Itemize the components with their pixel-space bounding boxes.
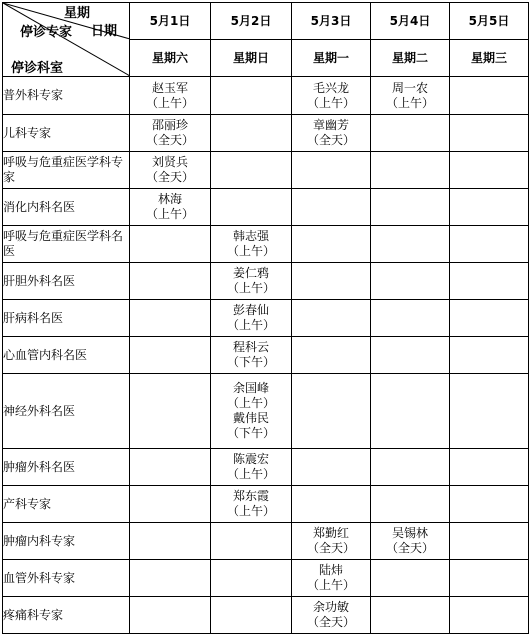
table-row — [3, 374, 529, 449]
date-header: 5月4日 — [371, 3, 450, 40]
schedule-cell — [292, 115, 371, 152]
dept-cell: 呼吸与危重症医学科名医 — [3, 226, 130, 263]
schedule-cell — [130, 523, 211, 560]
table-row — [3, 560, 529, 597]
schedule-cell — [371, 189, 450, 226]
schedule-cell — [371, 597, 450, 634]
schedule-cell — [292, 597, 371, 634]
session-time: （上午） — [226, 396, 275, 410]
schedule-cell — [130, 300, 211, 337]
doctor-name: 陆炜 — [318, 563, 343, 577]
doctor-name: 程科云 — [232, 340, 269, 354]
schedule-cell — [292, 77, 371, 115]
schedule-cell — [130, 374, 211, 449]
doctor-name: 陈震宏 — [232, 452, 269, 466]
schedule-cell — [292, 189, 371, 226]
session-time: （全天） — [306, 541, 355, 555]
doctor-name: 郑东霞 — [232, 489, 269, 503]
dept-cell: 肝病科名医 — [3, 300, 130, 337]
doctor-name: 韩志强 — [232, 229, 269, 243]
schedule-cell — [130, 77, 211, 115]
schedule-cell — [450, 597, 529, 634]
doctor-name: 赵玉军 — [151, 80, 188, 95]
dept-cell: 神经外科名医 — [3, 374, 130, 449]
schedule-cell — [211, 560, 292, 597]
table-row — [3, 337, 529, 374]
schedule-cell — [371, 77, 450, 115]
table-row — [3, 449, 529, 486]
schedule-cell — [292, 300, 371, 337]
schedule-cell — [292, 337, 371, 374]
schedule-cell — [371, 152, 450, 189]
schedule-cell — [292, 263, 371, 300]
schedule-cell — [211, 449, 292, 486]
date-header: 5月2日 — [211, 3, 292, 40]
doctor-name: 彭春仙 — [232, 303, 269, 317]
table-row — [3, 77, 529, 115]
session-time: （上午） — [226, 318, 275, 332]
schedule-cell — [450, 115, 529, 152]
weekday-header: 星期一 — [292, 40, 371, 77]
schedule-cell — [130, 560, 211, 597]
schedule-cell — [130, 189, 211, 226]
schedule-cell — [130, 263, 211, 300]
table-row — [3, 189, 529, 226]
session-time: （上午） — [145, 207, 194, 221]
session-time: （上午） — [226, 504, 275, 518]
table-row — [3, 597, 529, 634]
session-time: （全天） — [145, 133, 194, 147]
dept-cell: 血管外科专家 — [3, 560, 130, 597]
table-row — [3, 152, 529, 189]
doctor-name: 吴锡林 — [391, 526, 428, 540]
schedule-cell — [211, 374, 292, 449]
weekday-header: 星期三 — [450, 40, 529, 77]
schedule-cell — [130, 486, 211, 523]
schedule-cell — [450, 560, 529, 597]
table-row — [3, 115, 529, 152]
doctor-name: 毛兴龙 — [312, 80, 349, 95]
schedule-cell — [130, 597, 211, 634]
schedule-cell — [292, 449, 371, 486]
session-time: （全天） — [306, 133, 355, 147]
schedule-cell — [211, 300, 292, 337]
schedule-cell — [130, 226, 211, 263]
date-header: 5月1日 — [130, 3, 211, 40]
dept-cell: 肿瘤内科专家 — [3, 523, 130, 560]
schedule-cell — [450, 486, 529, 523]
corner-weekday-label: 星期 — [64, 6, 91, 21]
schedule-cell — [211, 115, 292, 152]
schedule-cell — [371, 449, 450, 486]
session-time: （上午） — [226, 281, 275, 295]
schedule-cell — [292, 486, 371, 523]
date-header: 5月5日 — [450, 3, 529, 40]
schedule-cell — [450, 300, 529, 337]
schedule-cell — [450, 523, 529, 560]
weekday-header: 星期二 — [371, 40, 450, 77]
table-row — [3, 263, 529, 300]
schedule-cell — [371, 560, 450, 597]
schedule-cell — [450, 337, 529, 374]
dept-cell: 儿科专家 — [3, 115, 130, 152]
schedule-cell — [211, 152, 292, 189]
doctor-name: 周一农 — [391, 80, 428, 95]
doctor-name: 刘贤兵 — [151, 155, 188, 169]
session-time: （上午） — [145, 95, 194, 110]
corner-cell — [3, 3, 130, 77]
session-time: （下午） — [226, 355, 275, 369]
schedule-cell — [211, 337, 292, 374]
schedule-cell — [371, 337, 450, 374]
doctor-name: 邵丽珍 — [151, 118, 188, 132]
session-time: （上午） — [306, 95, 355, 110]
schedule-cell — [292, 374, 371, 449]
corner-date-label: 日期 — [91, 24, 118, 39]
schedule-cell — [211, 486, 292, 523]
schedule-table — [2, 2, 529, 634]
schedule-cell — [211, 189, 292, 226]
doctor-name: 姜仁鸦 — [232, 266, 269, 280]
schedule-cell — [130, 152, 211, 189]
corner-dept-label: 停诊科室 — [11, 61, 64, 76]
schedule-cell — [450, 189, 529, 226]
session-time: （上午） — [226, 244, 275, 258]
schedule-cell — [130, 115, 211, 152]
dept-cell: 肿瘤外科名医 — [3, 449, 130, 486]
corner-expert-label: 停诊专家 — [20, 25, 73, 40]
session-time: （上午） — [226, 467, 275, 481]
dept-cell: 肝胆外科名医 — [3, 263, 130, 300]
schedule-cell — [450, 263, 529, 300]
schedule-cell — [450, 374, 529, 449]
schedule-cell — [211, 263, 292, 300]
session-time: （全天） — [145, 170, 194, 184]
dept-cell: 产科专家 — [3, 486, 130, 523]
schedule-cell — [450, 449, 529, 486]
schedule-cell — [292, 560, 371, 597]
schedule-cell — [371, 486, 450, 523]
dept-cell: 心血管内科名医 — [3, 337, 130, 374]
schedule-cell — [292, 152, 371, 189]
header-row-dates — [3, 3, 529, 40]
schedule-cell — [371, 374, 450, 449]
schedule-cell — [371, 115, 450, 152]
schedule-cell — [130, 449, 211, 486]
doctor-name: 戴伟民 — [232, 411, 269, 425]
schedule-cell — [211, 597, 292, 634]
date-header: 5月3日 — [292, 3, 371, 40]
schedule-cell — [371, 226, 450, 263]
dept-cell: 普外科专家 — [3, 77, 130, 115]
schedule-cell — [292, 523, 371, 560]
weekday-header: 星期六 — [130, 40, 211, 77]
schedule-cell — [211, 226, 292, 263]
schedule-cell — [450, 77, 529, 115]
schedule-cell — [130, 337, 211, 374]
session-time: （全天） — [385, 541, 434, 555]
table-row — [3, 486, 529, 523]
schedule-cell — [450, 226, 529, 263]
session-time: （上午） — [306, 578, 355, 592]
table-row — [3, 226, 529, 263]
doctor-name: 余功敏 — [312, 600, 349, 614]
doctor-name: 余国峰 — [232, 381, 269, 395]
doctor-name: 郑勤红 — [312, 526, 349, 540]
session-time: （全天） — [306, 615, 355, 629]
schedule-cell — [211, 77, 292, 115]
session-time: （上午） — [385, 95, 434, 110]
doctor-name: 林海 — [157, 192, 182, 206]
schedule-cell — [211, 523, 292, 560]
doctor-name: 章幽芳 — [312, 118, 349, 132]
schedule-cell — [371, 523, 450, 560]
dept-cell: 消化内科名医 — [3, 189, 130, 226]
schedule-cell — [292, 226, 371, 263]
weekday-header: 星期日 — [211, 40, 292, 77]
table-row — [3, 300, 529, 337]
dept-cell: 呼吸与危重症医学科专家 — [3, 152, 130, 189]
table-row — [3, 523, 529, 560]
dept-cell: 疼痛科专家 — [3, 597, 130, 634]
schedule-cell — [450, 152, 529, 189]
schedule-cell — [371, 300, 450, 337]
session-time: （下午） — [226, 426, 275, 440]
schedule-cell — [371, 263, 450, 300]
